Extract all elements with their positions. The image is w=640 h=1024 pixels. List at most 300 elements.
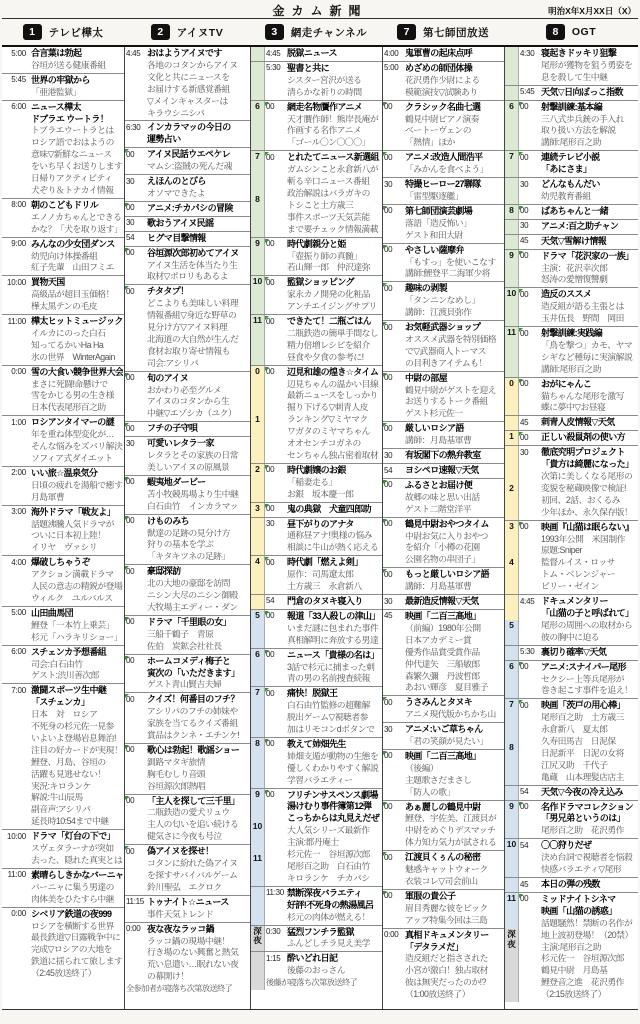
program-desc: ゲスト杉元佐一	[405, 408, 463, 419]
program-text	[540, 521, 638, 594]
program-text	[286, 366, 382, 463]
hour-strip	[251, 315, 265, 365]
program-entry	[251, 951, 382, 989]
program-entry	[125, 201, 250, 216]
hour-strip	[251, 238, 265, 276]
hour-strip	[505, 178, 519, 204]
program-desc: 家族を当てるクイズ番組	[147, 718, 238, 729]
program-text	[286, 556, 382, 594]
program-title: えほんのとびら	[147, 176, 206, 187]
program-entry	[125, 564, 250, 615]
hour-digit: 1	[255, 414, 260, 425]
hour-digit: 8	[509, 741, 514, 752]
program-title: やさしい薩摩弁	[405, 244, 464, 255]
program-entry	[505, 698, 638, 784]
program-desc: 鉄道に揺られて旅します	[31, 956, 123, 967]
hour-strip	[505, 47, 519, 85]
program-desc: 鯉登、宇佐美、江渡貝が	[405, 813, 497, 824]
channel-number-badge: 3	[265, 24, 284, 40]
hour-strip-segment	[251, 738, 264, 788]
program-entry	[505, 177, 638, 204]
program-desc: 主人の匂いを追い続ける	[147, 819, 239, 830]
program-desc: 杉元佐一 谷垣源次郎	[541, 953, 624, 964]
program-entry	[251, 648, 382, 687]
hour-strip	[505, 839, 519, 877]
program-text	[286, 464, 382, 502]
channel-column-1	[2, 47, 124, 1009]
program-text	[404, 244, 504, 282]
program-entry	[2, 365, 124, 416]
program-desc: 亀蔵 山本理髪店店主	[541, 771, 624, 782]
program-title: もっと厳しいロシア語	[405, 569, 490, 580]
hour-strip	[251, 738, 265, 788]
program-title: 趣味の剥製	[405, 283, 448, 294]
program-text	[146, 744, 250, 794]
program-title: 寝起きドッキリ狙撃	[541, 48, 617, 58]
program-text	[146, 795, 250, 845]
hour-strip	[505, 378, 519, 416]
program-title: フチの子守唄	[147, 423, 198, 434]
program-text	[540, 661, 638, 699]
time-label: 00	[125, 616, 146, 654]
program-title: 射撃訓練:基本編	[541, 101, 603, 112]
program-desc: （2:45放送終了）	[31, 968, 96, 979]
program-entry	[383, 204, 504, 243]
program-entry	[125, 436, 250, 475]
time-label: 00	[383, 518, 404, 568]
time-label: 30	[384, 724, 393, 734]
program-text	[404, 518, 504, 568]
program-entry	[251, 275, 382, 314]
hour-strip	[251, 276, 265, 314]
time-label: 00	[383, 750, 404, 800]
program-entry	[505, 100, 638, 151]
program-desc: 三八式歩兵銃の手入れ	[541, 113, 624, 124]
program-text	[404, 479, 504, 517]
program-title: 「デタラメだ」	[405, 941, 464, 952]
program-desc: ▽メインキャスターは	[147, 95, 228, 106]
time-label: 00	[519, 327, 540, 377]
time-label: 10:00	[6, 831, 26, 841]
program-title: 樺太ヒットミュージック	[31, 316, 123, 327]
hour-strip-segment	[505, 220, 518, 234]
channel-header-1	[2, 24, 124, 40]
program-title: 〇〇狩りだぜ	[541, 840, 592, 851]
program-text	[404, 101, 504, 151]
program-desc: 講師:鯉登平二海軍少将	[405, 268, 490, 279]
program-title: 江渡貝くぅんの秘密	[405, 852, 481, 863]
program-desc: そんな悩みをズバリ解決	[31, 441, 123, 452]
time-label: 00	[383, 151, 404, 177]
program-title: 「貴方は綺麗になった」	[541, 459, 634, 470]
time-label: 5:00	[384, 63, 399, 73]
hour-strip-segment	[505, 151, 518, 177]
time-label: 45	[520, 236, 529, 246]
program-title: 「山猫の子と呼ばれて」	[541, 607, 634, 618]
program-desc: 怒涛の愛憎復讐劇	[541, 274, 608, 285]
program-desc: 政治解説はバラガキの	[287, 187, 370, 198]
program-desc: 講師：月島基軍曹	[405, 435, 472, 446]
program-desc: トム・ベレンジャー	[541, 569, 616, 580]
program-desc: エノノカちゃんとできる	[31, 211, 122, 222]
program-desc: 犬ぞり＆トナカイ情報	[31, 184, 114, 195]
program-desc: 白石由竹監修の超難解	[287, 700, 370, 711]
tv-listings-grid	[2, 47, 638, 1010]
program-text	[540, 878, 638, 892]
hour-strip-segment	[251, 518, 264, 556]
program-desc: 1993年公開 米国制作	[541, 533, 625, 544]
end-of-broadcast-note: 全参加者が寝落ち次第放送終了	[126, 984, 233, 994]
program-title: 徹底究明プロジェクト	[541, 447, 625, 458]
time-label: 30	[266, 519, 275, 529]
program-desc: 体力知力気力が試される	[405, 837, 497, 848]
program-desc: 小宮が激白！独占取材	[405, 965, 488, 976]
hour-strip-segment	[505, 742, 518, 785]
time-label: 54	[520, 787, 529, 797]
time-label: 0:00	[126, 924, 141, 934]
program-desc: 仲代達矢 三船敏郎	[405, 658, 480, 669]
program-entry	[251, 237, 382, 276]
program-title: 監獄ショッピング	[287, 277, 354, 288]
hour-digit: 5	[509, 619, 514, 630]
program-text	[540, 86, 638, 100]
program-text	[30, 684, 124, 829]
hour-strip	[251, 101, 265, 151]
program-text	[286, 276, 382, 314]
time-label: 00	[383, 205, 404, 243]
program-desc: 最長鉄道▽日露戦争中に	[31, 932, 121, 943]
program-entry	[125, 844, 250, 895]
program-desc: を紹介「小樽の花園	[405, 542, 480, 553]
program-desc: 3話で杉元に捕まった刺	[287, 661, 375, 672]
time-label: 00	[383, 851, 404, 889]
program-desc: 不死身の杉元佐一見参	[31, 721, 114, 732]
hour-strip	[251, 610, 265, 648]
program-desc: 原題:Sniper	[541, 545, 582, 556]
program-text	[540, 839, 638, 877]
time-label: 0:30	[266, 927, 281, 937]
program-desc: 掘り下げる▽刺青人皮	[287, 402, 368, 413]
program-title: 網走名物贋作アニメ	[287, 101, 363, 112]
program-desc: 取材▽ポロリもあるよ	[147, 271, 228, 282]
program-desc: あおい輝彦 夏目雅子	[405, 682, 488, 693]
program-title: 海外ドラマ「戦友よ」	[31, 506, 116, 517]
time-label: 4:30	[520, 48, 535, 58]
time-label: 00	[125, 285, 146, 370]
program-title: 猛烈フンチラ監獄	[287, 926, 354, 937]
time-label: 45	[384, 611, 393, 621]
program-desc: 後藤のおっさん	[287, 965, 346, 976]
program-title: アニメ:スナイパー尾形	[541, 661, 626, 672]
program-title: 天気▽日向ぼっこ指数	[541, 86, 623, 97]
channel-column-2	[124, 47, 250, 1009]
program-desc: 辺見ちゃんの温かい目線	[287, 378, 379, 389]
program-text	[146, 232, 250, 246]
channel-name: テレビ樺太	[48, 26, 104, 39]
hour-digit: 10	[252, 820, 263, 831]
hour-strip	[505, 86, 519, 100]
program-title: 好評!不死身の熱湯風呂	[287, 899, 374, 910]
hour-strip	[505, 205, 519, 219]
hour-digit: 6	[509, 660, 514, 671]
program-text	[404, 890, 504, 928]
program-title: 「あにさま」	[541, 164, 592, 175]
program-desc: 注目の好カードが実現！	[31, 744, 123, 755]
program-title: 合言葉は勃起	[31, 48, 82, 58]
program-title: 歌心は勃起！歌謡ショー	[147, 744, 240, 755]
program-desc: トブラエウートラとは	[31, 125, 114, 136]
hour-digit: 9	[255, 788, 260, 799]
program-desc: 江尻又助 千代子	[541, 759, 608, 770]
program-desc: イルカにのった白石	[31, 327, 106, 338]
program-text	[540, 446, 638, 519]
hour-digit: 3	[255, 502, 260, 513]
hour-strip-segment	[505, 966, 518, 1002]
hour-digit: 3	[509, 520, 514, 531]
hour-digit: 7	[255, 151, 260, 162]
program-desc: 猫ちゃんな尾形を激写	[541, 390, 624, 401]
program-desc: 日帰りアクティビティ	[31, 173, 113, 184]
program-desc: キラウシニシパ	[147, 107, 205, 118]
program-entry	[2, 555, 124, 606]
program-desc: 蝶に夢中▽お昼寝	[541, 402, 606, 413]
program-desc: ゲスト和田大尉	[405, 229, 463, 240]
program-text	[30, 101, 124, 198]
time-label: 54	[520, 840, 529, 850]
program-desc: ランキング▽ミヤマク	[287, 414, 368, 425]
program-title: ふるさとお届け便	[405, 479, 473, 490]
program-text	[30, 646, 124, 684]
channel-number-badge: 8	[546, 24, 565, 40]
time-label: 00	[125, 422, 146, 436]
program-title: 時代劇「燃えよ剣」	[287, 557, 363, 568]
time-label: 00	[383, 696, 404, 722]
time-label: 4:00	[384, 48, 399, 58]
program-desc: 地上波初登場！（20禁）	[541, 929, 633, 940]
program-desc: 話題沸騰人気ドラマが	[31, 518, 114, 529]
newspaper-title: 金カム新聞	[272, 4, 368, 18]
program-desc: 原作：司馬遼太郎	[287, 569, 354, 580]
program-desc: 精力倍増レシピを紹介	[287, 339, 370, 350]
program-entry	[251, 365, 382, 463]
end-of-broadcast-note: 後藤が寝落ち次第放送終了	[266, 978, 358, 988]
time-label: 6:00	[11, 102, 26, 112]
program-desc: シスター宮沢が送る	[287, 74, 362, 85]
channel-header-7	[382, 24, 504, 40]
program-desc: 玉井伍長 野間 岡田	[541, 313, 624, 324]
program-text	[30, 830, 124, 868]
hour-strip	[251, 151, 265, 236]
program-desc: 日本代表尾形百之助	[31, 402, 106, 413]
program-desc: 久寿田馬吉 日泥保	[541, 736, 616, 747]
program-desc: 講師：江渡貝弥作	[405, 307, 472, 318]
program-text	[404, 422, 504, 448]
program-desc: 天才贋作師！熊岸長庵が	[287, 113, 379, 124]
program-title: ミッドナイトシネマ	[541, 893, 616, 904]
program-entry	[251, 925, 382, 952]
program-entry	[383, 421, 504, 448]
program-text	[404, 372, 504, 422]
program-desc: 次第に美しくなる尾形の	[541, 471, 633, 481]
program-entry	[383, 61, 504, 100]
program-entry	[383, 609, 504, 695]
time-label: 00	[383, 801, 404, 851]
program-title: 脱獄ニュース	[287, 48, 337, 58]
program-desc: お送りするトーク番組	[405, 396, 488, 407]
program-entry	[383, 517, 504, 568]
program-text	[30, 467, 124, 505]
program-text	[540, 101, 638, 151]
program-entry	[251, 100, 382, 151]
hour-strip-segment	[505, 661, 518, 699]
newspaper-page	[2, 0, 638, 1010]
time-label: 00	[519, 661, 540, 699]
hour-strip-segment	[505, 483, 518, 520]
program-desc: 「もすっ」を使いこなす	[405, 256, 496, 267]
program-desc: 「タンニンなめし」	[405, 295, 480, 306]
program-desc: まで要チェック情報満載	[287, 223, 379, 234]
time-label: 00	[519, 205, 540, 219]
program-desc: 二瓶鉄造の愛犬リュウ	[147, 807, 230, 818]
time-label: 54	[384, 465, 393, 475]
program-title: どんなもんだい	[541, 179, 600, 190]
program-entry	[383, 463, 504, 478]
hour-strip-segment	[505, 878, 518, 892]
program-title: ヨシペロ速報▽天気	[405, 465, 479, 475]
hour-strip	[251, 649, 265, 687]
hour-strip-segment	[505, 416, 518, 430]
program-desc: 魅惑キャットウォーク	[405, 864, 488, 875]
program-desc: アシリパのフチの姉妹や	[147, 706, 238, 717]
program-desc: 「みかんを食べよう」	[405, 164, 488, 175]
time-label: 00	[383, 372, 404, 422]
time-label: 45	[520, 417, 529, 427]
program-text	[286, 926, 382, 952]
program-title: 映画「茨戸の用心棒」	[541, 700, 626, 711]
program-title: トゥナイト☆ニュース	[147, 896, 229, 907]
program-title: 昼下がりのアナタ	[287, 518, 354, 529]
program-entry	[251, 788, 382, 886]
program-text	[540, 327, 638, 377]
program-desc: 狩りの基本を学ぶ	[147, 539, 214, 550]
program-desc: 「壺振り師の真髄」	[287, 250, 362, 261]
hour-strip-segment	[505, 620, 518, 645]
hour-strip-segment	[251, 464, 264, 502]
program-desc: 賞品はクンネ・エチンケ!	[147, 730, 240, 741]
program-entry	[251, 886, 382, 925]
program-desc: 高級品が超目玉価格！	[31, 289, 114, 300]
program-desc: 優しくわかりやすく解説	[287, 762, 379, 773]
program-desc: 通称昼アナ!奥様の悩み	[287, 530, 372, 541]
program-desc: 荒い息遣い…眠れない夜	[147, 959, 239, 970]
program-desc: 人民の意志の精鋭が登場	[31, 581, 123, 592]
program-desc: （後編）	[405, 762, 439, 773]
program-entry	[251, 61, 382, 100]
program-entry	[505, 892, 638, 1002]
program-entry	[383, 150, 504, 177]
program-desc: お銀 坂本慶一郎	[287, 488, 354, 499]
program-entry	[2, 314, 124, 365]
program-entry	[505, 249, 638, 288]
program-desc: 文化と共にニュースを	[147, 71, 230, 82]
program-title: 門倉のタヌキ寝入り	[287, 595, 363, 606]
program-desc: いまだ謎に包まれた事件	[287, 622, 379, 633]
time-label: 00	[383, 101, 404, 151]
program-title: クラシック名曲七選	[405, 101, 481, 112]
time-label: 00	[519, 801, 540, 839]
program-entry	[505, 85, 638, 100]
hour-strip	[505, 646, 519, 660]
program-title: 「主人を探して三千里」	[147, 795, 240, 806]
program-title: ドラマ「灯台の下で」	[31, 831, 116, 842]
program-desc: 模範演技▽試験あり	[405, 86, 478, 97]
program-entry	[2, 415, 124, 466]
program-entry	[505, 415, 638, 430]
program-text	[540, 431, 638, 445]
program-desc: 月島軍曹	[31, 491, 65, 502]
program-text	[404, 696, 504, 722]
program-entry	[383, 281, 504, 320]
program-desc: 最新ニュースをしっかり	[287, 390, 378, 401]
program-entry	[2, 645, 124, 684]
program-text	[146, 175, 250, 201]
program-title: 鬼の典獄 犬童四郎助	[287, 503, 372, 514]
program-desc: で▽武器商人トーマス	[405, 345, 486, 356]
program-desc: アイヌ生活を体当たり生	[147, 259, 238, 270]
program-entry	[125, 284, 250, 370]
time-label: 5:45	[520, 87, 535, 97]
time-label: 2:00	[11, 468, 26, 478]
program-desc: 白石由竹 インカラマッ	[147, 500, 238, 511]
program-desc: 花沢勇作少尉による	[405, 74, 480, 85]
time-label: 0:00	[11, 909, 26, 919]
program-desc: 行き場のない興奮と熱気	[147, 947, 239, 958]
program-title: アニメ:百之助チャン	[541, 220, 619, 231]
program-title: ばあちゃんと一緒	[541, 205, 609, 216]
program-text	[146, 422, 250, 436]
channel-header-row	[2, 19, 638, 47]
hour-strip-segment	[505, 205, 518, 219]
hour-digit: 4	[255, 556, 260, 567]
program-desc: 真相解明に奔放する男達	[287, 634, 379, 645]
time-label: 00	[125, 693, 146, 743]
program-text	[30, 315, 124, 365]
hour-digit: 10	[252, 276, 263, 287]
time-label: 30	[384, 450, 393, 460]
program-entry	[125, 47, 250, 120]
program-text	[30, 908, 124, 981]
program-desc: 姉畑支遁が動物の生態を	[287, 750, 379, 761]
hour-digit: 0	[509, 377, 514, 388]
program-desc: 北の大地の豪邸を訪問	[147, 578, 230, 589]
program-desc: ソフィア式ダイエット	[31, 453, 113, 463]
program-entry	[2, 198, 124, 237]
program-title: 教えて姉畑先生	[287, 738, 346, 749]
program-desc: 主題歌さだまさし	[405, 774, 472, 785]
time-label: 11:00	[7, 316, 26, 326]
program-desc: アップ特集今回は三島	[405, 914, 488, 925]
program-title: ヒグマ目撃情報	[147, 232, 206, 243]
time-label: 00	[125, 655, 146, 693]
program-title: できたて！二瓶ごはん	[287, 316, 372, 327]
program-desc: 優秀作品賞受賞作品	[405, 646, 480, 657]
channel-name: 第七師団放送	[423, 26, 489, 39]
masthead	[2, 2, 638, 19]
program-desc: アイヌのコタンから生	[147, 396, 230, 407]
program-text	[146, 655, 250, 693]
program-desc: （2:15放送終了）	[541, 989, 606, 1000]
program-title: アニメ:チカパシの冒険	[147, 202, 233, 213]
